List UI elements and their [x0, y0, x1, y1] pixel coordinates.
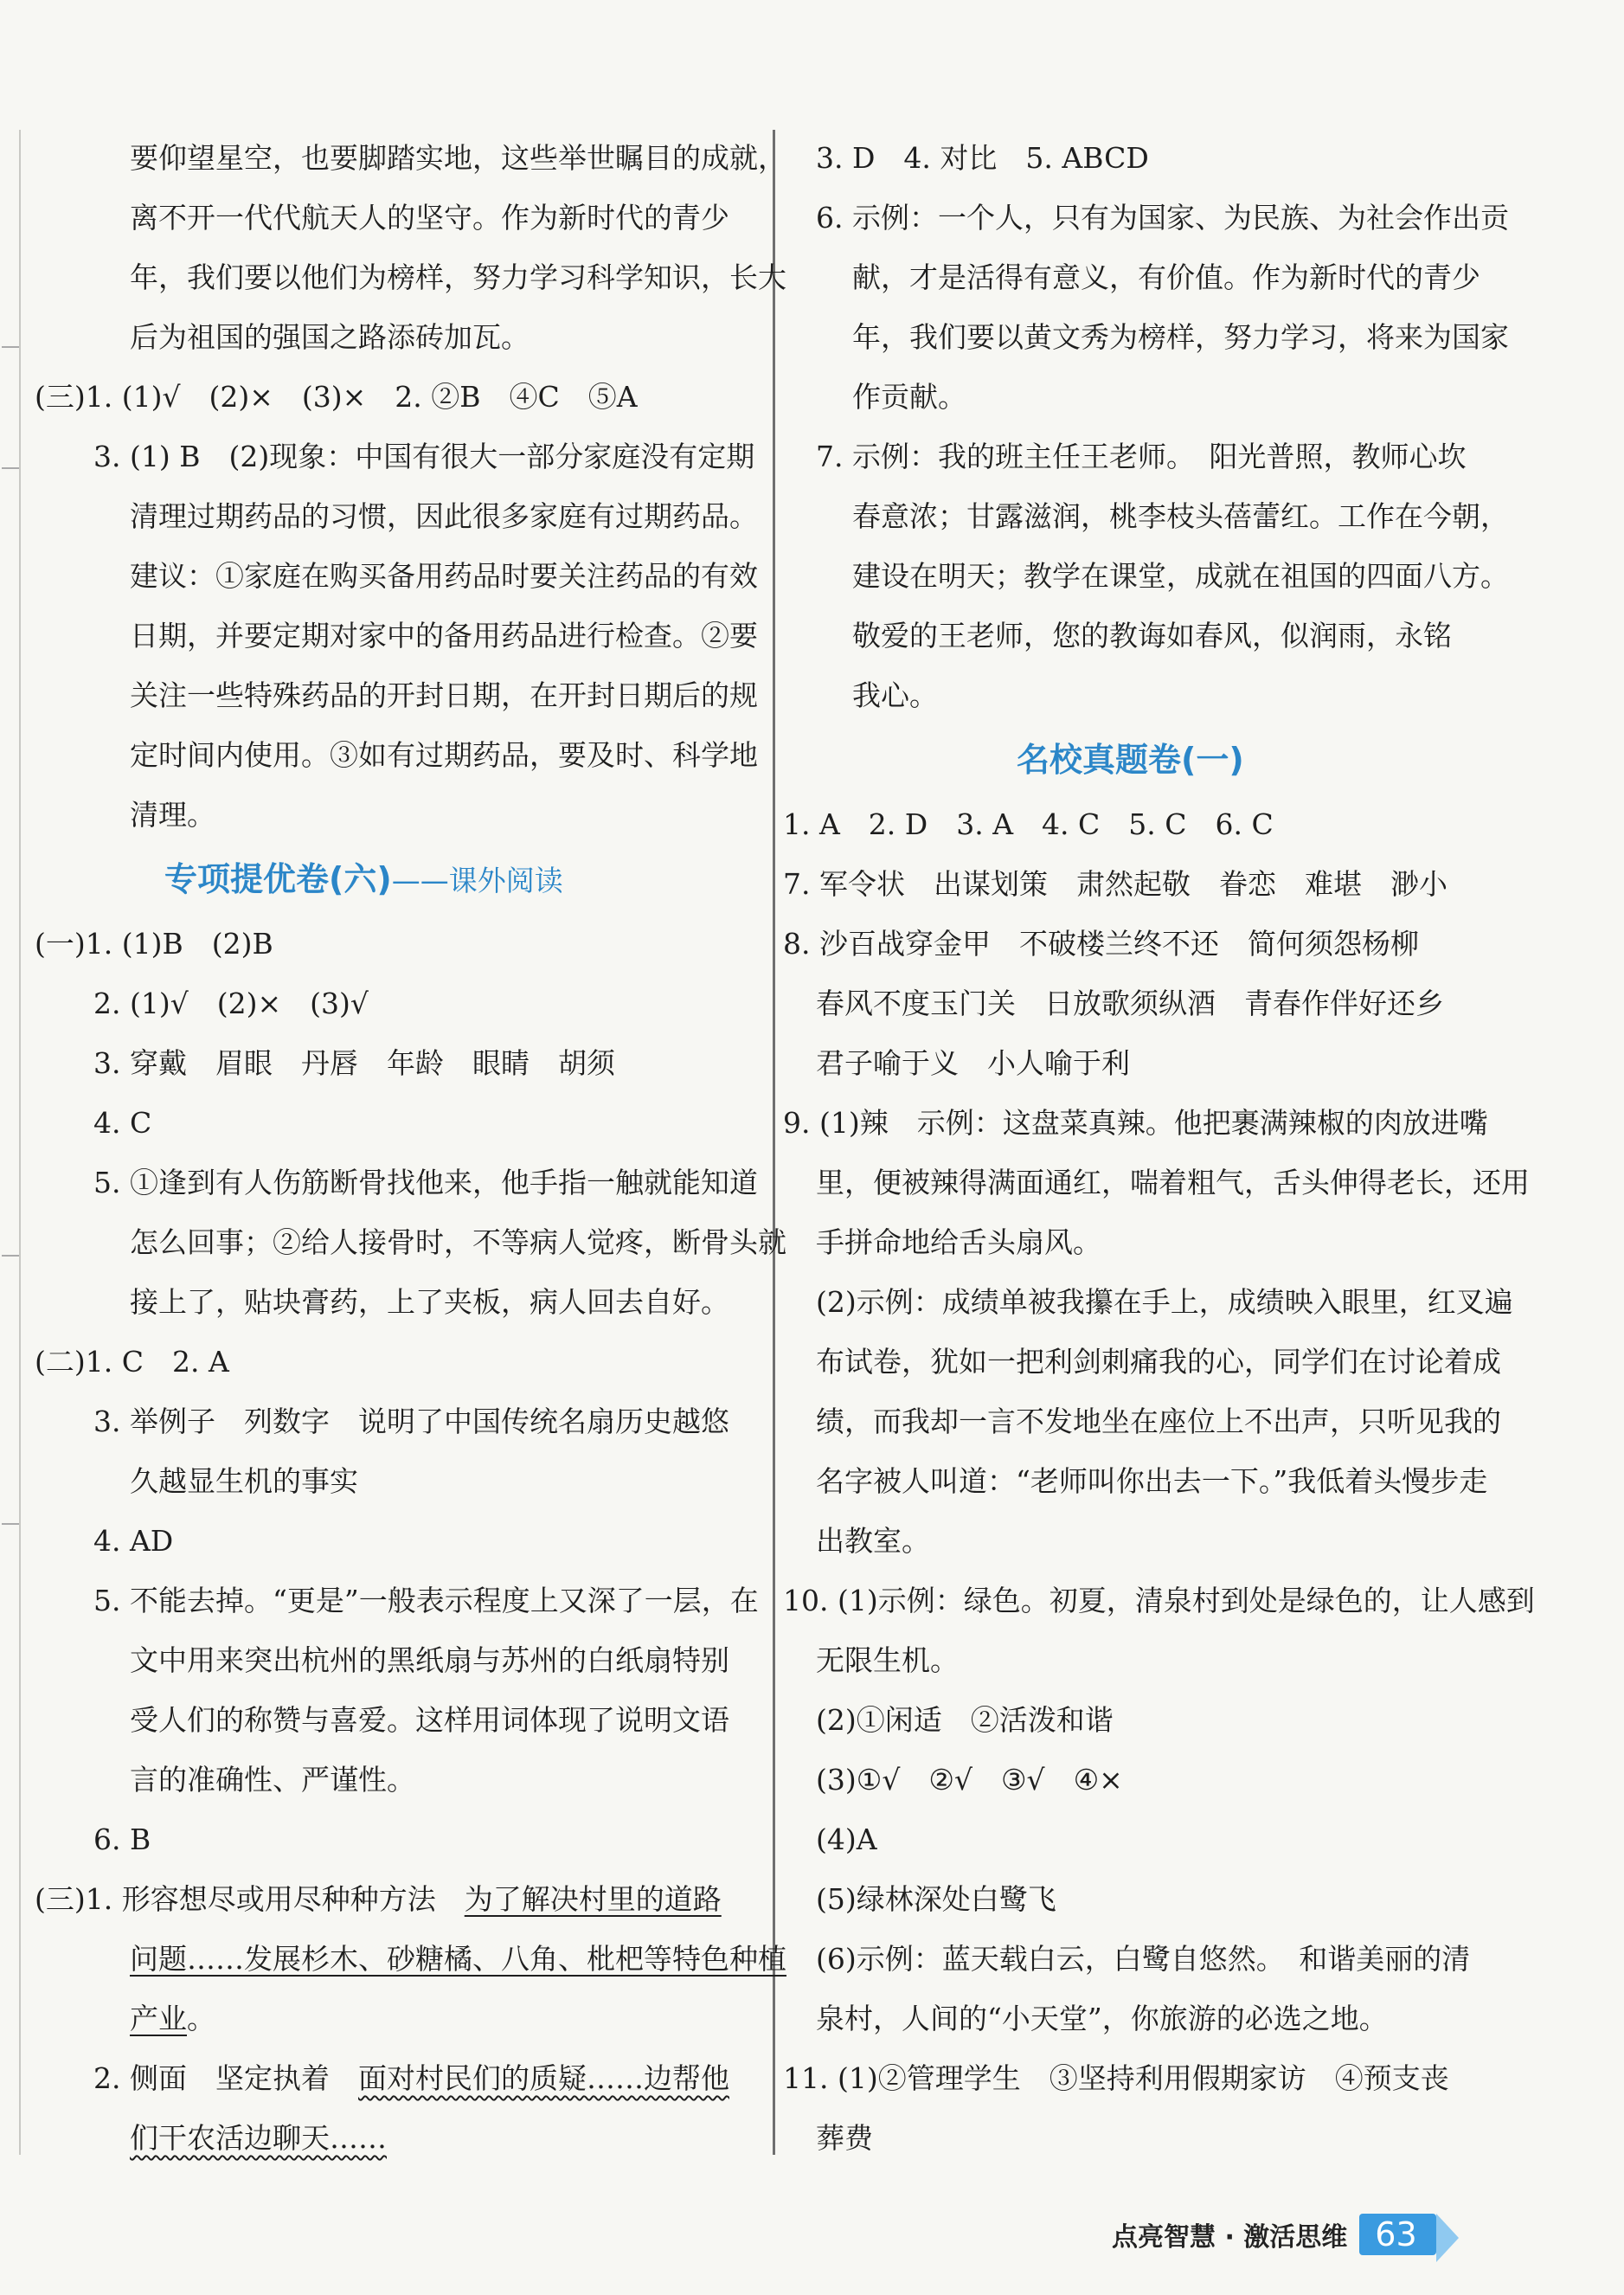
binding-line — [19, 130, 21, 2155]
answer-line: 7. 军令状 出谋划策 肃然起敬 眷恋 难堪 渺小 — [783, 867, 1447, 901]
answer-line: 清理。 — [130, 798, 215, 832]
answer-line: 名字被人叫道：“老师叫你出去一下。”我低着头慢步走 — [816, 1464, 1488, 1498]
answer-line: (5)绿林深处白鹭飞 — [816, 1882, 1056, 1916]
answer-line: 6. B — [93, 1822, 151, 1856]
section-heading-right — [783, 725, 1518, 794]
answer-line: 3. 举例子 列数字 说明了中国传统名扇历史越悠 — [93, 1405, 729, 1438]
answer-line: 葬费 — [816, 2121, 873, 2155]
section-subtitle: ——课外阅读 — [391, 864, 563, 897]
left-column — [35, 128, 786, 2168]
gutter-mark — [2, 1255, 19, 1257]
answer-line: 3. 穿戴 眉眼 丹唇 年龄 眼睛 胡须 — [93, 1046, 615, 1080]
underlined-text: 产业 — [130, 2002, 187, 2035]
answer-line: 君子喻于义 小人喻于利 — [816, 1046, 1130, 1080]
answer-line: 2. 侧面 坚定执着 面对村民们的质疑……边帮他 — [93, 2061, 729, 2095]
wavy-underlined-text: 们干农活边聊天…… — [130, 2121, 387, 2155]
answer-line: 3. D 4. 对比 5. ABCD — [816, 141, 1149, 175]
answer-line: 文中用来突出杭州的黑纸扇与苏州的白纸扇特别 — [130, 1643, 729, 1677]
answer-line: 久越显生机的事实 — [130, 1464, 358, 1498]
answer-line: (6)示例：蓝天载白云，白鹭自悠然。 和谐美丽的清 — [816, 1942, 1471, 1976]
wavy-underlined-text: 面对村民们的质疑……边帮他 — [357, 2061, 729, 2095]
right-column — [783, 128, 1535, 2168]
answer-line: 定时间内使用。③如有过期药品，要及时、科学地 — [130, 738, 758, 772]
answer-line: 建设在明天；教学在课堂，成就在祖国的四面八方。 — [852, 559, 1509, 593]
gutter-mark — [2, 467, 19, 469]
answer-line: 受人们的称赞与喜爱。这样用词体现了说明文语 — [130, 1703, 729, 1737]
answer-line: 10. (1)示例：绿色。初夏，清泉村到处是绿色的，让人感到 — [783, 1584, 1535, 1617]
answer-line: 4. C — [93, 1106, 152, 1140]
answer-line — [35, 2108, 770, 2168]
answer-line: 11. (1)②管理学生 ③坚持利用假期家访 ④预支丧 — [783, 2061, 1449, 2095]
answer-line: 手拼命地给舌头扇风。 — [816, 1225, 1101, 1259]
answer-line: 年，我们要以黄文秀为榜样，努力学习，将来为国家 — [852, 320, 1509, 354]
underlined-text: 问题……发展杉木、砂糖橘、八角、枇杷等特色种植 — [130, 1942, 786, 1976]
answer-line: 出教室。 — [816, 1524, 930, 1558]
answer-line: 2. (1)√ (2)× (3)√ — [93, 987, 369, 1020]
section-heading-left — [35, 845, 770, 914]
answer-line: 春风不度玉门关 日放歌须纵酒 青春作伴好还乡 — [816, 987, 1444, 1020]
page-footer — [1112, 2207, 1436, 2262]
answer-line: (2)示例：成绩单被我攥在手上，成绩映入眼里，红叉遍 — [816, 1285, 1513, 1319]
answer-line: 建议：①家庭在购买备用药品时要关注药品的有效 — [130, 559, 758, 593]
answer-line — [35, 1929, 786, 1989]
answer-line: (一)1. (1)B (2)B — [35, 927, 273, 961]
answer-line: 1. A 2. D 3. A 4. C 5. C 6. C — [783, 807, 1274, 841]
answer-line: (三)1. (1)√ (2)× (3)× 2. ②B ④C ⑤A — [35, 380, 638, 414]
answer-line: 绩，而我却一言不发地坐在座位上不出声，只听见我的 — [816, 1405, 1501, 1438]
answer-line: 里，便被辣得满面通红，喘着粗气，舌头伸得老长，还用 — [816, 1166, 1530, 1199]
answer-line: 泉村，人间的“小天堂”，你旅游的必选之地。 — [816, 2002, 1388, 2035]
answer-line: 无限生机。 — [816, 1643, 959, 1677]
answer-line: (4)A — [816, 1822, 877, 1856]
answer-line: 怎么回事；②给人接骨时，不等病人觉疼，断骨头就 — [130, 1225, 786, 1259]
answer-line: 日期，并要定期对家中的备用药品进行检查。②要 — [130, 619, 758, 652]
answer-line: 5. 不能去掉。“更是”一般表示程度上又深了一层，在 — [93, 1584, 759, 1617]
gutter-mark — [2, 346, 19, 348]
answer-line: 我心。 — [852, 678, 938, 712]
answer-line: 3. (1) B (2)现象：中国有很大一部分家庭没有定期 — [93, 440, 755, 473]
answer-line: 要仰望星空，也要脚踏实地，这些举世瞩目的成就， — [130, 141, 786, 175]
answer-line: 5. ①逢到有人伤筋断骨找他来，他手指一触就能知道 — [93, 1166, 758, 1199]
answer-line: 年，我们要以他们为榜样，努力学习科学知识，长大 — [130, 260, 786, 294]
column-divider — [773, 130, 775, 2155]
answer-line: 后为祖国的强国之路添砖加瓦。 — [130, 320, 530, 354]
answer-line: 春意浓；甘露滋润，桃李枝头蓓蕾红。工作在今朝， — [852, 499, 1509, 533]
answer-line: 产业。 — [130, 2002, 215, 2035]
answer-line: 敬爱的王老师，您的教诲如春风，似润雨，永铭 — [852, 619, 1452, 652]
footer-slogan: 点亮智慧 · 激活思维 — [1112, 2222, 1348, 2253]
answer-line: (二)1. C 2. A — [35, 1345, 229, 1379]
answer-line: 接上了，贴块膏药，上了夹板，病人回去自好。 — [130, 1285, 729, 1319]
underlined-text: 为了解决村里的道路 — [464, 1882, 722, 1916]
answer-line: 离不开一代代航天人的坚守。作为新时代的青少 — [130, 201, 729, 235]
answer-line: 9. (1)辣 示例：这盘菜真辣。他把裹满辣椒的肉放进嘴 — [783, 1106, 1488, 1140]
answer-line: 4. AD — [93, 1524, 174, 1558]
answer-line: 言的准确性、严谨性。 — [130, 1763, 415, 1797]
answer-line: 献，才是活得有意义，有价值。作为新时代的青少 — [852, 260, 1480, 294]
answer-line: (2)①闲适 ②活泼和谐 — [816, 1703, 1114, 1737]
answer-line: 7. 示例：我的班主任王老师。 阳光普照，教师心坎 — [816, 440, 1467, 473]
answer-line: 8. 沙百战穿金甲 不破楼兰终不还 简何须怨杨柳 — [783, 927, 1419, 961]
answer-line: 6. 示例：一个人，只有为国家、为民族、为社会作出贡 — [816, 201, 1509, 235]
answer-line: 关注一些特殊药品的开封日期，在开封日期后的规 — [130, 678, 758, 712]
section-title: 专项提优卷(六) — [164, 860, 392, 898]
answer-line: 清理过期药品的习惯，因此很多家庭有过期药品。 — [130, 499, 758, 533]
section-title: 名校真题卷(一) — [1017, 741, 1244, 779]
answer-line: (3)①√ ②√ ③√ ④× — [816, 1763, 1123, 1797]
answer-line: 作贡献。 — [852, 380, 966, 414]
answer-line: (三)1. 形容想尽或用尽种种方法 为了解决村里的道路 — [35, 1882, 722, 1916]
answer-line: 布试卷，犹如一把利剑刺痛我的心，同学们在讨论着成 — [816, 1345, 1501, 1379]
page-number: 63 — [1359, 2214, 1435, 2255]
gutter-mark — [2, 1523, 19, 1525]
